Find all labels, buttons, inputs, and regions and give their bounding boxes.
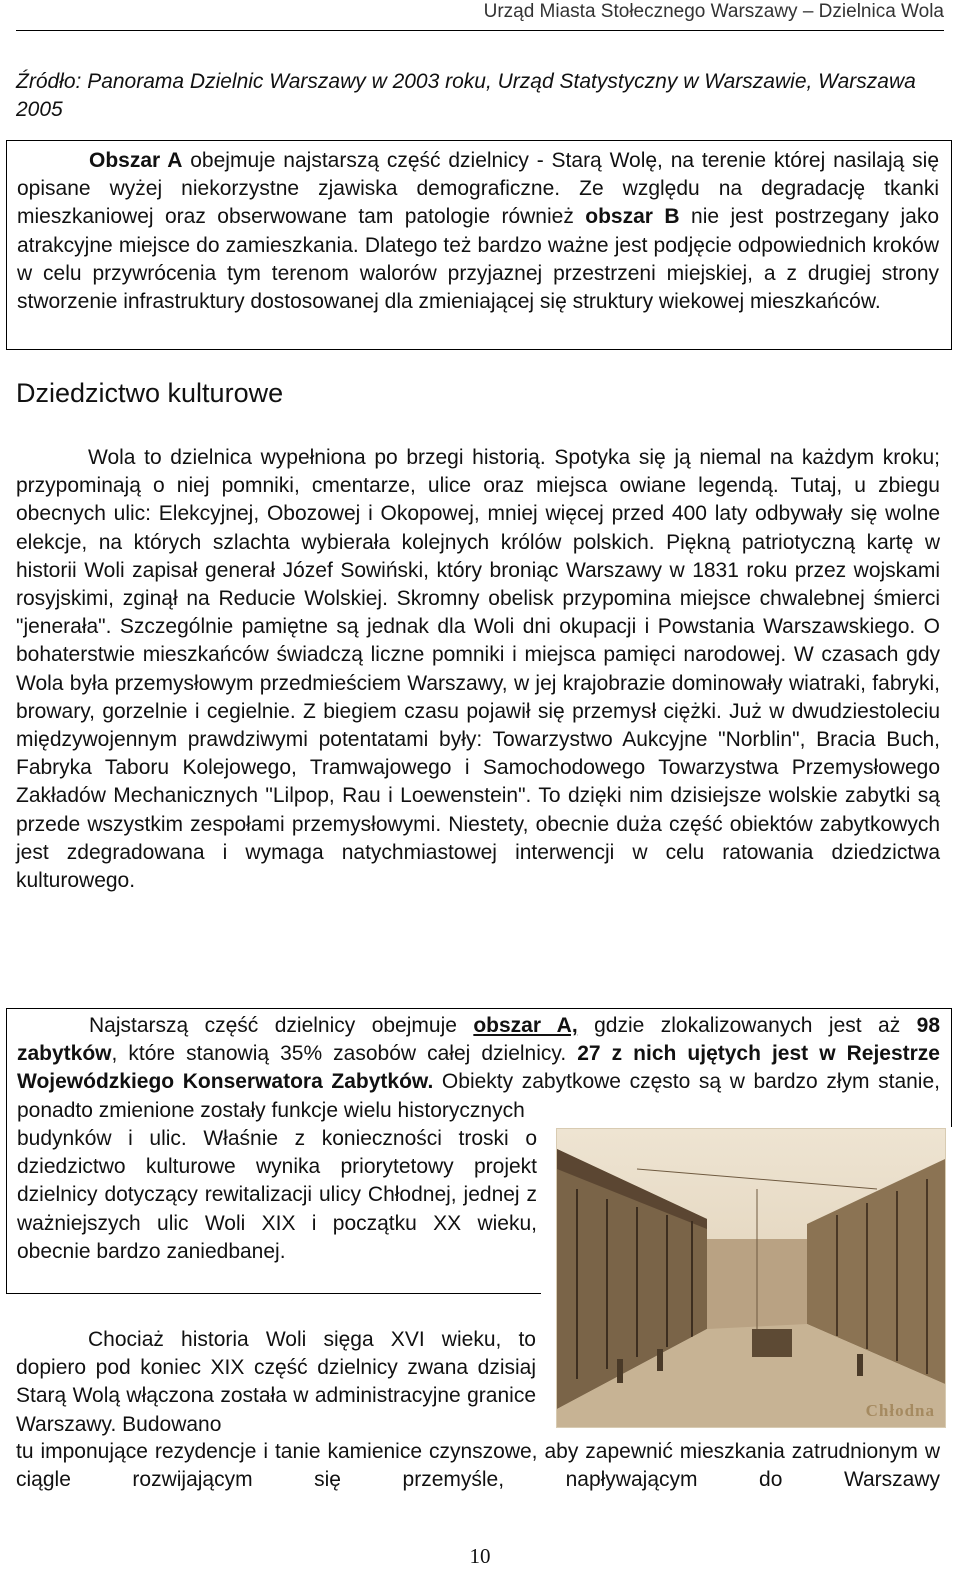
monuments-text-4: Obiekty zabytkowe często są w bardzo złym stanie, ponadto zmienione zostały funkcje wielu historycznych — [17, 1070, 940, 1122]
history-paragraph: Chociaż historia Woli sięga XVI wieku, to dopiero pod koniec XIX część dzielnicy zwana dzisiaj Starą Wolą włączona została w administracyjne granice Warszawy. Budowano — [16, 1328, 536, 1436]
heritage-section — [16, 444, 940, 895]
heritage-paragraph: Wola to dzielnica wypełniona po brzegi historią. Spotyka się ją niemal na każdym kroku; przypominają o niej pomniki, cmentarze, ulice oraz miejsca owiane legendą. Tutaj, u zbiegu obecnych ulic: Elekcyjnej, Obozowej i Okopowej, mniej więcej przed 400 laty odbywały się wolne elekcje, na których szlachta wybierała kolejnych królów polskich. Piękną patriotyczną kartę w historii Woli zapisał generał Józef Sowiński, który broniąc Warszawy w 1831 roku przez wojskami rosyjskimi, zginął na Reducie Wolskiej. Skromny obelisk przypomina miejsce chwalebnej śmierci "jenerała". Szczególnie pamiętne są jednak dla Woli dni okupacji i Powstania Warszawskiego. O bohaterstwie mieszkańców świadczą liczne pomniki i miejsca pamięci narodowej. W czasach gdy Wola była przemysłowym przedmieściem Warszawy, w jej krajobrazie dominowały wiatraki, fabryki, browary, gorzelnie i cegielnie. Z biegiem czasu pojawił się przemysł ciężki. Już w dwudziestoleciu międzywojennym prawdziwymi potentatami były: Towarzystwo Aukcyjne "Norblin", Bracia Buch, Fabryka Taboru Kolejowego, Tramwajowego i Samochodowego Towarzystwa Przemysłowego Zakładów Mechanicznych "Lilpop, Rau i Loewenstein". To dzięki nim dzisiejsze wolskie zabytki są przede wszystkim zespołami przemysłowymi. Niestety, obecnie duża część obiektów zabytkowych jest zdegradowana i wymaga natychmiastowej interwencji w celu ratowania dziedzictwa kulturowego. — [16, 446, 940, 893]
register-note: 27 z nich ujętych jest w Rejestrze Wojewódzkiego Konserwatora Zabytków. — [17, 1042, 940, 1094]
source-note: Źródło: Panorama Dzielnic Warszawy w 2003 roku, Urząd Statystyczny w Warszawie, Warszawa 2005 — [16, 70, 916, 121]
area-a-box — [6, 140, 952, 350]
monuments-text-1: Najstarszą część dzielnicy obejmuje — [89, 1014, 474, 1037]
section-heading: Dziedzictwo kulturowe — [16, 378, 284, 408]
monuments-count: 98 zabytków — [17, 1014, 940, 1066]
area-a-link: obszar A, — [473, 1014, 578, 1037]
area-a-text-2: nie jest postrzegany jako atrakcyjne miejsce do zamieszkania. Dlatego też bardzo ważne jest podjęcie odpowiednich kroków w celu przywrócenia tym terenom walorów przyjaznej przestrzeni miejskiej, a z drugiej strony stworzenie infrastruktury dostosowanej dla zmieniającej się struktury wiekowej mieszkańców. — [17, 205, 940, 314]
chlodna-photo — [556, 1128, 946, 1428]
area-a-text-1: obejmuje najstarszą część dzielnicy - Starą Wolę, na terenie której nasilają się opisane wyżej niekorzystne zjawiska demograficzne. Ze względu na degradację tkanki mieszkaniowej oraz obserwowane tam patologie również — [17, 149, 939, 229]
photo-caption: Chłodna — [865, 1401, 935, 1420]
history-continuation: tu imponujące rezydencje i tanie kamienice czynszowe, aby zapewnić mieszkania zatrudnionym w ciągle rozwijającym się przemyśle, napływającym do Warszawy — [16, 1440, 940, 1492]
monuments-paragraph — [17, 1012, 940, 1125]
chlodna-paragraph: budynków i ulic. Właśnie z konieczności troski o dziedzictwo kulturowe wynika priorytetowy projekt dzielnicy dotyczący rewitalizacji ulicy Chłodnej, jednej z ważniejszych ulic Woli XIX i początku XX wieku, obecnie bardzo zaniedbanej. — [17, 1127, 537, 1263]
monuments-text-3: , które stanowią 35% zasobów całej dzielnicy. — [111, 1042, 578, 1066]
area-b-label: obszar B — [585, 205, 680, 229]
box-border-bottom — [7, 1293, 541, 1294]
street-illustration — [557, 1129, 945, 1427]
box-border-right — [951, 1009, 952, 1127]
page-header: Urząd Miasta Stołecznego Warszawy – Dzielnica Wola — [16, 0, 944, 31]
area-a-label: Obszar A — [89, 149, 183, 172]
area-a-paragraph — [17, 147, 939, 316]
monuments-text-2: gdzie zlokalizowanych jest aż — [577, 1014, 917, 1037]
page-number: 10 — [469, 1544, 491, 1568]
